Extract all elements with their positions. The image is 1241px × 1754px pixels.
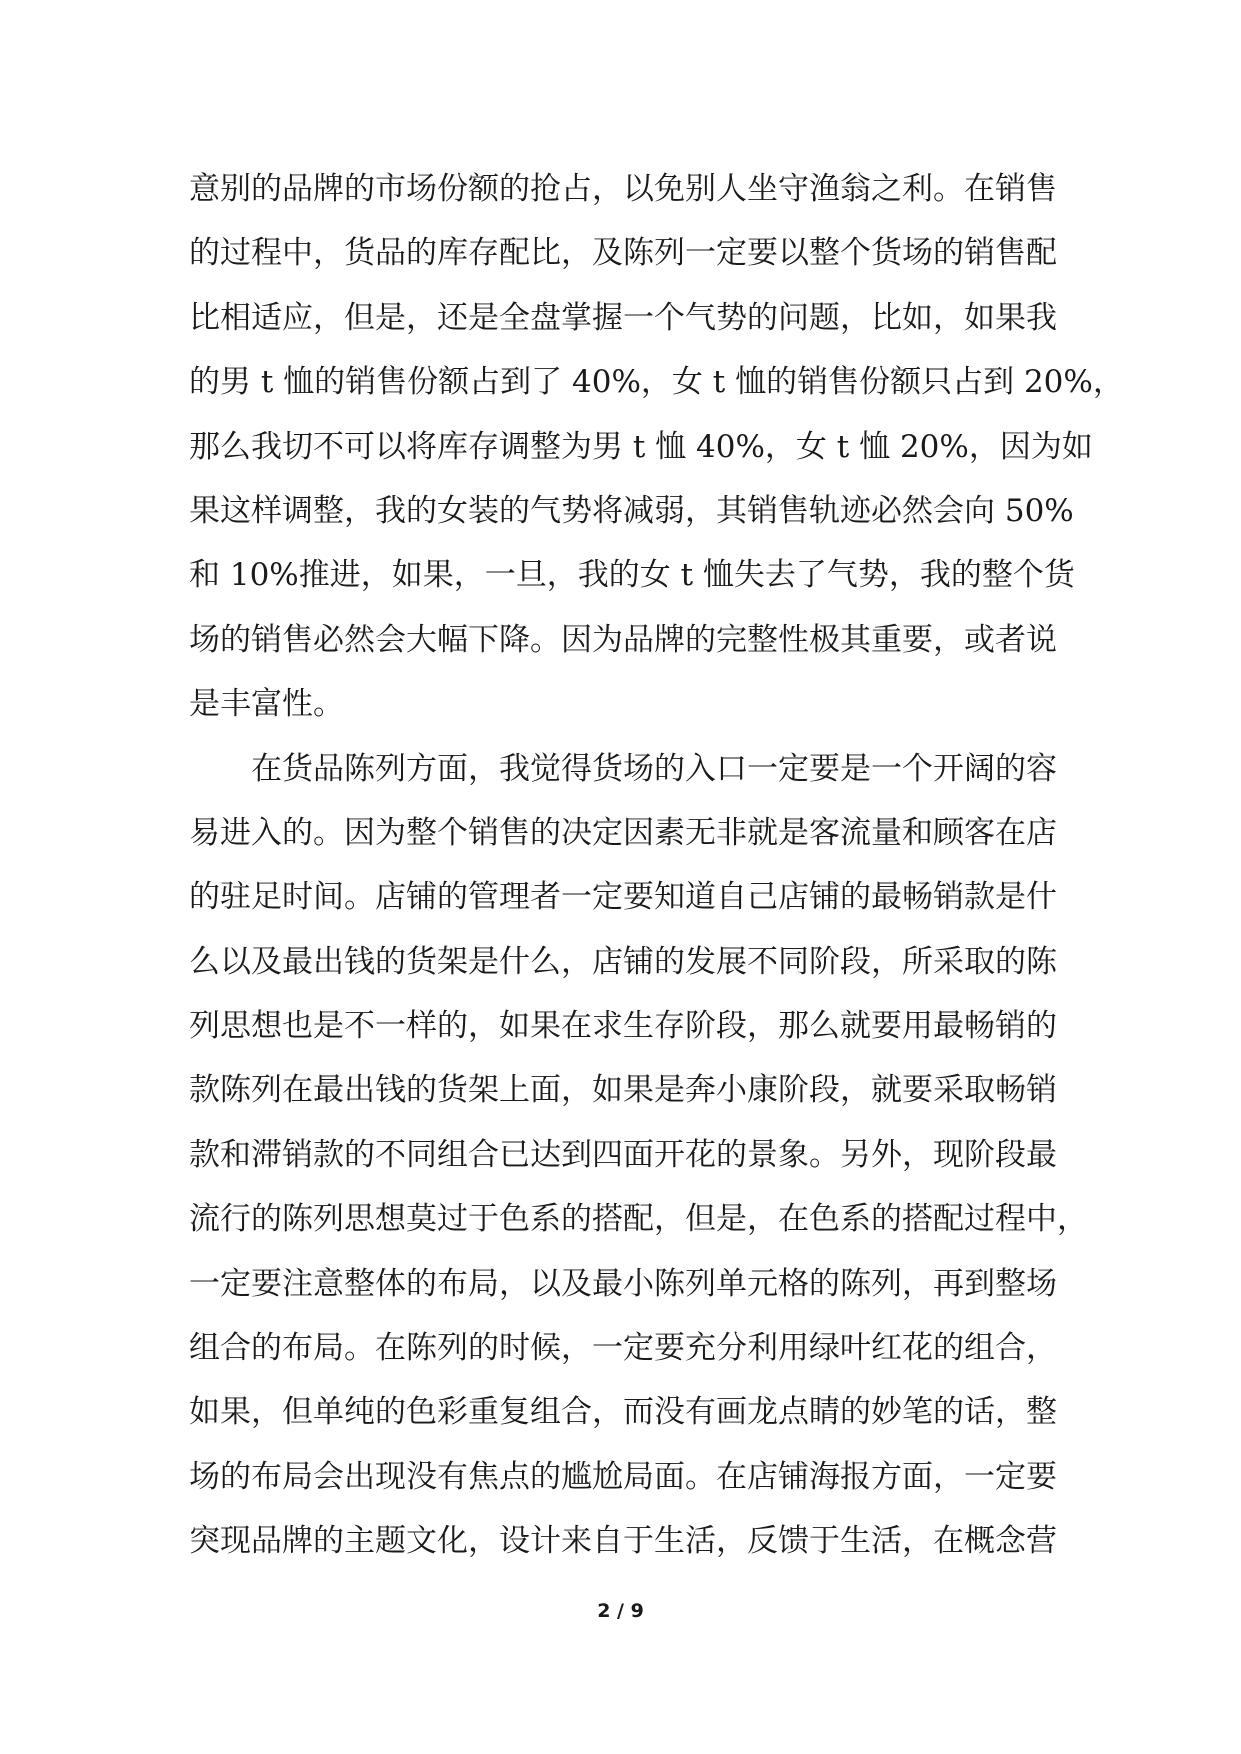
text-line: 款陈列在最出钱的货架上面，如果是奔小康阶段，就要采取畅销 — [189, 1072, 1057, 1109]
text-line: 列思想也是不一样的，如果在求生存阶段，那么就要用最畅销的 — [189, 1008, 1057, 1045]
text-line: 意别的品牌的市场份额的抢占，以免别人坐守渔翁之利。在销售 — [189, 171, 1057, 207]
text-line: 款和滞销款的不同组合已达到四面开花的景象。另外，现阶段最 — [189, 1136, 1057, 1173]
text-line: 比相适应，但是，还是全盘掌握一个气势的问题，比如，如果我 — [189, 299, 1057, 336]
text-line: 的驻足时间。店铺的管理者一定要知道自己店铺的最畅销款是什 — [189, 879, 1057, 916]
text-line: 一定要注意整体的布局，以及最小陈列单元格的陈列，再到整场 — [189, 1265, 1057, 1302]
text-line: 和 10%推进，如果，一旦，我的女 t 恤失去了气势，我的整个货 — [189, 557, 1075, 594]
text-line: 么以及最出钱的货架是什么，店铺的发展不同阶段，所采取的陈 — [189, 943, 1057, 980]
text-line: 场的销售必然会大幅下降。因为品牌的完整性极其重要，或者说 — [189, 621, 1057, 658]
text-line: 流行的陈列思想莫过于色系的搭配，但是，在色系的搭配过程中， — [189, 1201, 1088, 1238]
text-line: 突现品牌的主题文化，设计来自于生活，反馈于生活，在概念营 — [189, 1523, 1057, 1560]
text-line: 的男 t 恤的销售份额占到了 40%，女 t 恤的销售份额只占到 20%， — [189, 364, 1124, 401]
page-number: 2 / 9 — [597, 1600, 644, 1622]
paragraph-start-line: 在货品陈列方面，我觉得货场的入口一定要是一个开阔的容 — [251, 750, 1057, 787]
text-line: 场的布局会出现没有焦点的尴尬局面。在店铺海报方面，一定要 — [189, 1458, 1057, 1495]
text-line: 易进入的。因为整个销售的决定因素无非就是客流量和顾客在店 — [189, 814, 1057, 851]
text-line: 那么我切不可以将库存调整为男 t 恤 40%，女 t 恤 20%，因为如 — [189, 428, 1093, 465]
text-line: 如果，但单纯的色彩重复组合，而没有画龙点睛的妙笔的话，整 — [189, 1394, 1057, 1431]
text-line: 是丰富性。 — [189, 686, 344, 723]
body-text — [189, 157, 1124, 1574]
text-line: 果这样调整，我的女装的气势将减弱，其销售轨迹必然会向 50% — [189, 492, 1074, 529]
text-line: 组合的布局。在陈列的时候，一定要充分利用绿叶红花的组合， — [189, 1330, 1057, 1367]
text-line: 的过程中，货品的库存配比，及陈列一定要以整个货场的销售配 — [189, 235, 1057, 272]
